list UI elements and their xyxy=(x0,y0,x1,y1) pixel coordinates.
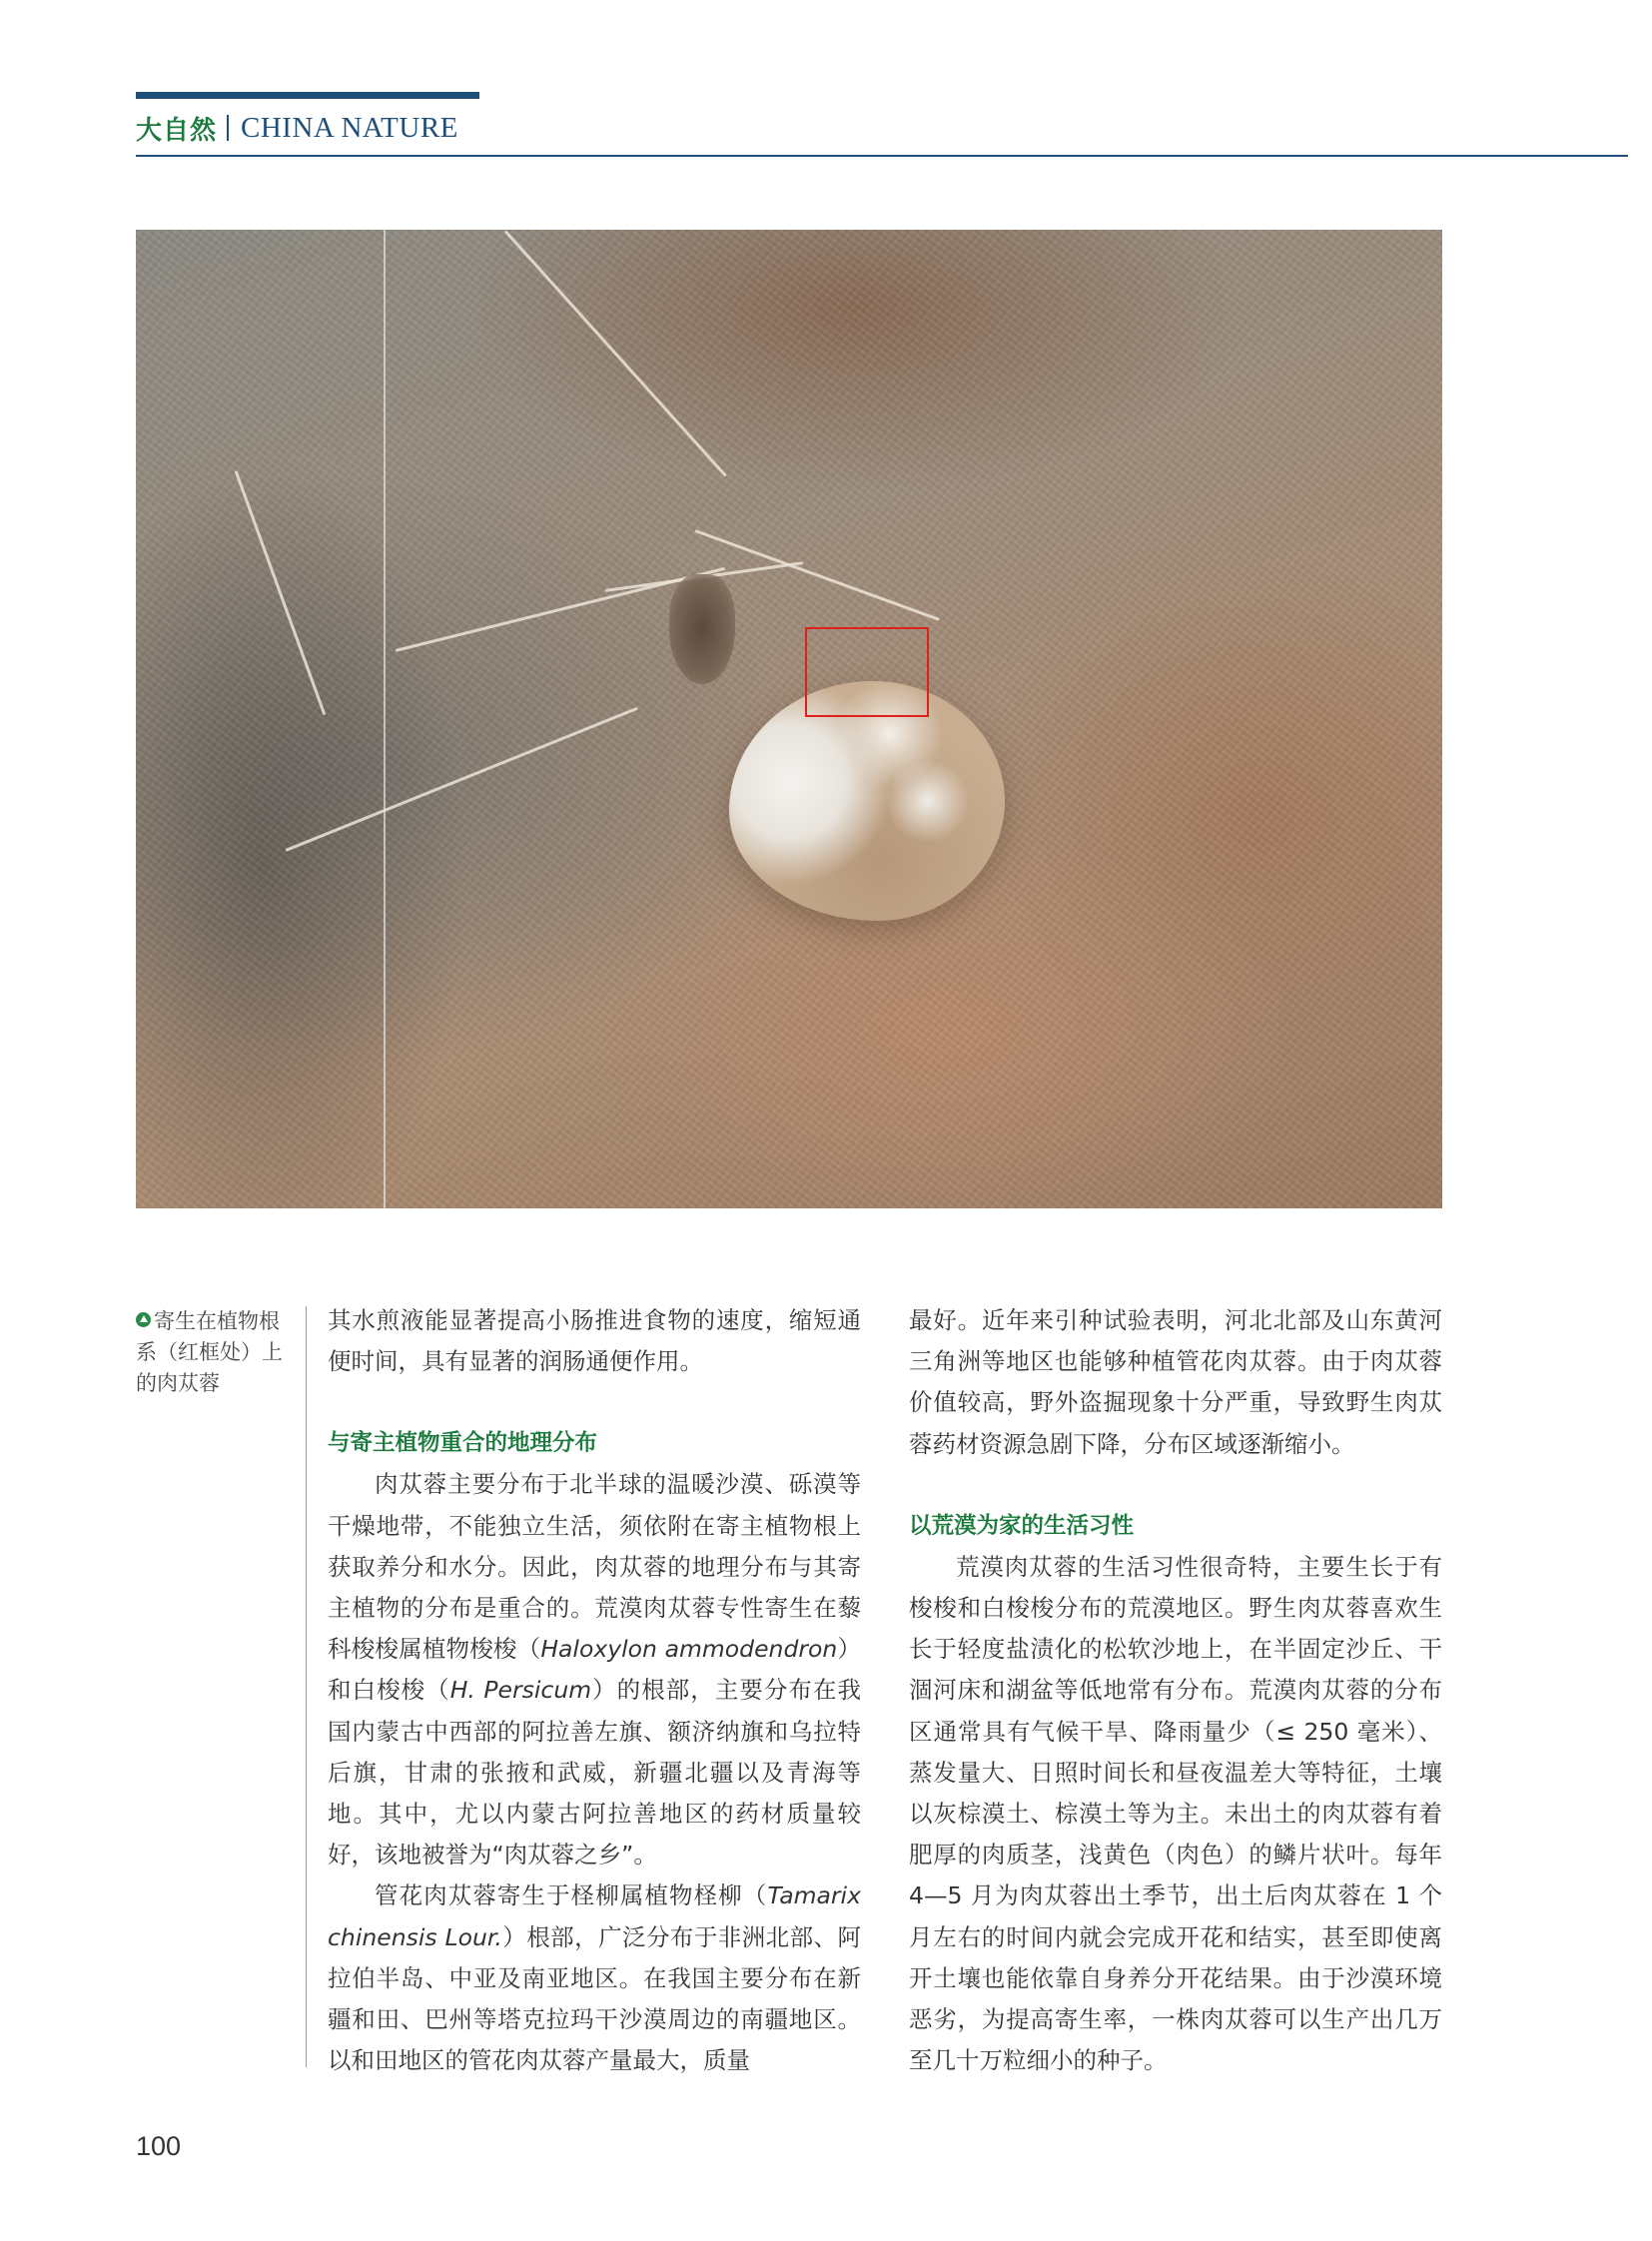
paragraph: 其水煎液能显著提高小肠推进食物的速度，缩短通便时间，具有显著的润肠通便作用。 xyxy=(328,1306,861,1376)
section-heading: 与寄主植物重合的地理分布 xyxy=(328,1430,598,1457)
photo-hanging-root-clump xyxy=(669,574,735,684)
caption-bullet-icon xyxy=(136,1312,151,1327)
header-rule xyxy=(136,155,1628,157)
paragraph: 最好。近年来引种试验表明，河北北部及山东黄河三角洲等地区也能够种植管花肉苁蓉。由于肉苁蓉价值较高，野外盗掘现象十分严重，导致野生肉苁蓉药材资源急剧下降，分布区域逐渐缩小。 xyxy=(909,1306,1442,1458)
page-number: 100 xyxy=(136,2131,182,2161)
caption-text: 寄生在植物根系（红框处）上的肉苁蓉 xyxy=(136,1309,283,1395)
article-photo xyxy=(136,230,1442,1208)
paragraph: 管花肉苁蓉寄生于柽柳属植物柽柳（Tamarix chinensis Lour.）根部，广泛分布于非洲北部、阿拉伯半岛、中亚及南亚地区。在我国主要分布在新疆和田、巴州等塔克拉玛干沙漠周边的南疆地区。以和田地区的管花肉苁蓉产量最大，质量 xyxy=(328,1881,861,2075)
paragraph: 荒漠肉苁蓉的生活习性很奇特，主要生长于有梭梭和白梭梭分布的荒漠地区。野生肉苁蓉喜欢生长于轻度盐渍化的松软沙地上，在半固定沙丘、干涸河床和湖盆等低地常有分布。荒漠肉苁蓉的分布区通常具有气候干旱、降雨量少（≤ 250 毫米）、蒸发量大、日照时间长和昼夜温差大等特征，土壤以灰棕漠土、棕漠土等为主。未出土的肉苁蓉有着肥厚的肉质茎，浅黄色（肉色）的鳞片状叶。每年 4—5 月为肉苁蓉出土季节，出土后肉苁蓉在 1 个月左右的时间内就会完成开花和结实，甚至即使离开土壤也能依靠自身养分开花结果。由于沙漠环境恶劣，为提高寄生率，一株肉苁蓉可以生产出几万至几十万粒细小的种子。 xyxy=(909,1552,1442,2075)
photo-fold-line xyxy=(384,230,386,1208)
latin-name: Tamarix chinensis Lour. xyxy=(328,1881,861,1951)
masthead-brand-en: CHINA NATURE xyxy=(241,111,458,144)
header-accent-bar xyxy=(136,92,479,99)
masthead-separator xyxy=(227,115,229,141)
article-column-1 xyxy=(328,1300,861,2081)
latin-name: H. Persicum xyxy=(449,1676,592,1705)
photo-highlight-box xyxy=(805,627,929,717)
latin-name: Haloxylon ammodendron xyxy=(540,1635,838,1664)
column-divider xyxy=(306,1306,307,2067)
masthead xyxy=(136,108,458,148)
photo-caption xyxy=(136,1306,292,1399)
article-column-2 xyxy=(909,1300,1442,2081)
masthead-brand-cn: 大自然 xyxy=(136,115,218,146)
section-heading: 以荒漠为家的生活习性 xyxy=(909,1512,1135,1539)
paragraph: 肉苁蓉主要分布于北半球的温暖沙漠、砾漠等干燥地带，不能独立生活，须依附在寄主植物根上获取养分和水分。因此，肉苁蓉的地理分布与其寄主植物的分布是重合的。荒漠肉苁蓉专性寄生在藜科梭梭属植物梭梭（Haloxylon ammodendron）和白梭梭（H. Persicum）的根部，主要分布在我国内蒙古中西部的阿拉善左旗、额济纳旗和乌拉特后旗，甘肃的张掖和武威，新疆北疆以及青海等地。其中，尤以内蒙古阿拉善地区的药材质量较好，该地被誉为“肉苁蓉之乡”。 xyxy=(328,1470,862,1869)
